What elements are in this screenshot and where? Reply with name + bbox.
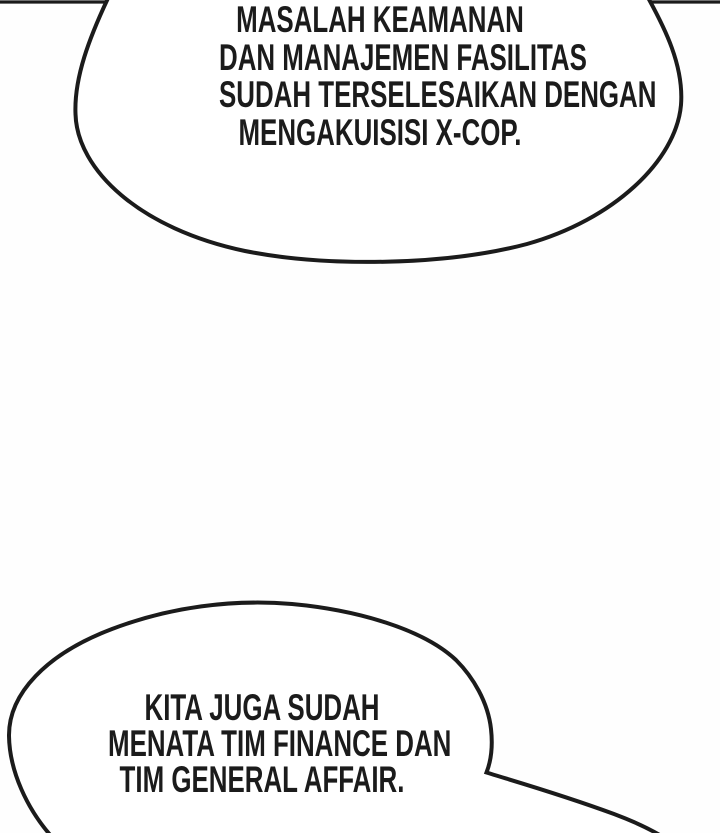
speech-text-line: MENATA TIM FINANCE DAN — [108, 723, 452, 764]
bottom-speech-bubble-text — [108, 687, 452, 800]
speech-text-line: MENGAKUISISI X-COP. — [238, 111, 522, 153]
speech-text-line: TIM GENERAL AFFAIR. — [119, 759, 405, 800]
speech-text-line: KITA JUGA SUDAH — [144, 687, 380, 728]
speech-text-line: MASALAH KEAMANAN — [236, 0, 524, 40]
top-speech-bubble-text — [219, 0, 657, 153]
speech-text-line: DAN MANAJEMEN FASILITAS — [219, 36, 587, 78]
speech-text-line: SUDAH TERSELESAIKAN DENGAN — [219, 74, 657, 115]
